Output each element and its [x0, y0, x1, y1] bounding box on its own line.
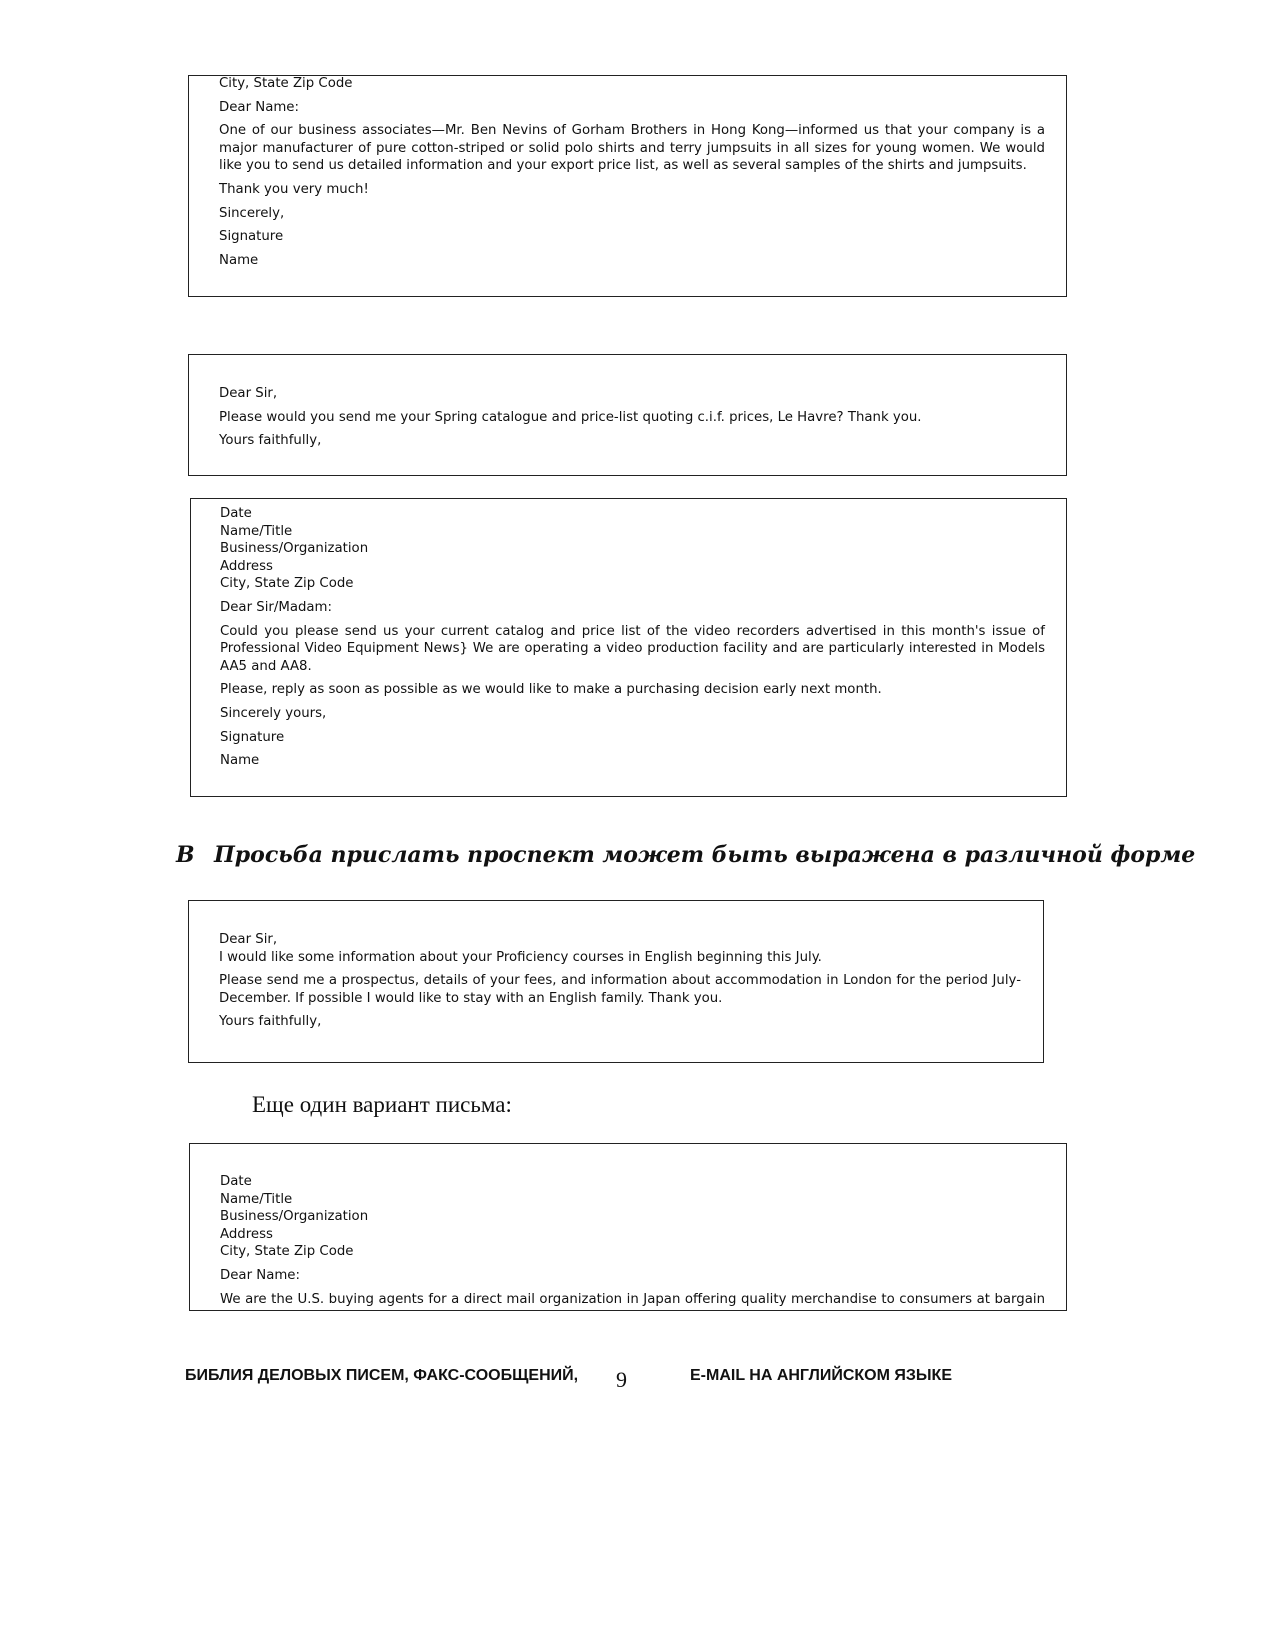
letter-3-request: Please, reply as soon as possible as we would like to make a purchasing decision early next month.: [220, 682, 882, 698]
letter-2: [219, 385, 1045, 450]
letter-1-name: Name: [219, 252, 259, 268]
letter-4-closing: Yours faithfully,: [219, 1014, 322, 1030]
letter-3-city: City, State Zip Code: [220, 576, 354, 592]
section-b-title: Просьба прислать проспект может быть выражена в различной форме: [214, 842, 1196, 868]
letter-3-date: Date: [220, 506, 252, 521]
letter-4-line1: I would like some information about your Proficiency courses in English beginning this July.: [219, 949, 822, 965]
letter-3-body: Could you please send us your current catalog and price list of the video recorders advertised in this month's issue of Professional Video Equipment News} We are operating a video production facility and are particularly interested in Models AA5 and AA8.: [220, 623, 1045, 674]
letter-5-organization: Business/Organization: [220, 1209, 369, 1225]
section-b-marker: B: [176, 842, 195, 868]
letter-5-city: City, State Zip Code: [220, 1244, 354, 1260]
another-variant-heading: Еще один вариант письма:: [252, 1092, 512, 1117]
letter-1-thanks: Thank you very much!: [219, 181, 369, 197]
letter-5: [220, 1173, 1045, 1309]
footer-right: E-MAIL НА АНГЛИЙСКОМ ЯЗЫКЕ: [690, 1367, 952, 1384]
letter-3-closing: Sincerely yours,: [220, 705, 327, 721]
section-b-heading: [176, 842, 1195, 868]
letter-1-body: One of our business associates—Mr. Ben Nevins of Gorham Brothers in Hong Kong—informed us that your company is a major manufacturer of pure cotton-striped or solid polo shirts and terry jumpsuits in all sizes for young women. We would like you to send us detailed information and your export price list, as well as several samples of the shirts and jumpsuits.: [219, 123, 1045, 174]
letter-2-closing: Yours faithfully,: [219, 433, 322, 449]
page-number: 9: [616, 1367, 627, 1392]
letter-3-salutation: Dear Sir/Madam:: [220, 599, 332, 615]
letter-4-salutation: Dear Sir,: [219, 932, 278, 947]
letter-4-body: Please send me a prospectus, details of your fees, and information about accommodation in London for the period July-December. If possible I would like to stay with an English family. Thank you.: [219, 973, 1021, 1006]
letter-1: [219, 75, 1045, 269]
letter-2-salutation: Dear Sir,: [219, 386, 278, 401]
letter-1-signature: Signature: [219, 229, 284, 245]
letter-3: [220, 505, 1045, 770]
letter-4: [219, 931, 1021, 1031]
letter-5-address: Address: [220, 1226, 273, 1242]
letter-2-body: Please would you send me your Spring catalogue and price-list quoting c.i.f. prices, Le Havre? Thank you.: [219, 409, 922, 425]
letter-5-salutation: Dear Name:: [220, 1267, 300, 1283]
letter-5-name-title: Name/Title: [220, 1191, 293, 1207]
letter-1-closing: Sincerely,: [219, 205, 285, 221]
letter-5-body-start: We are the U.S. buying agents for a direct mail organization in Japan offering quality merchandise to consumers at bargain: [220, 1291, 1045, 1307]
letter-3-address: Address: [220, 558, 273, 574]
letter-1-city: City, State Zip Code: [219, 76, 353, 91]
letter-3-name: Name: [220, 753, 260, 769]
letter-5-date: Date: [220, 1174, 252, 1189]
letter-3-organization: Business/Organization: [220, 541, 369, 557]
letter-3-name-title: Name/Title: [220, 523, 293, 539]
letter-1-salutation: Dear Name:: [219, 99, 299, 115]
letter-3-signature: Signature: [220, 729, 285, 745]
footer-left: БИБЛИЯ ДЕЛОВЫХ ПИСЕМ, ФАКС-СООБЩЕНИЙ,: [185, 1367, 579, 1384]
